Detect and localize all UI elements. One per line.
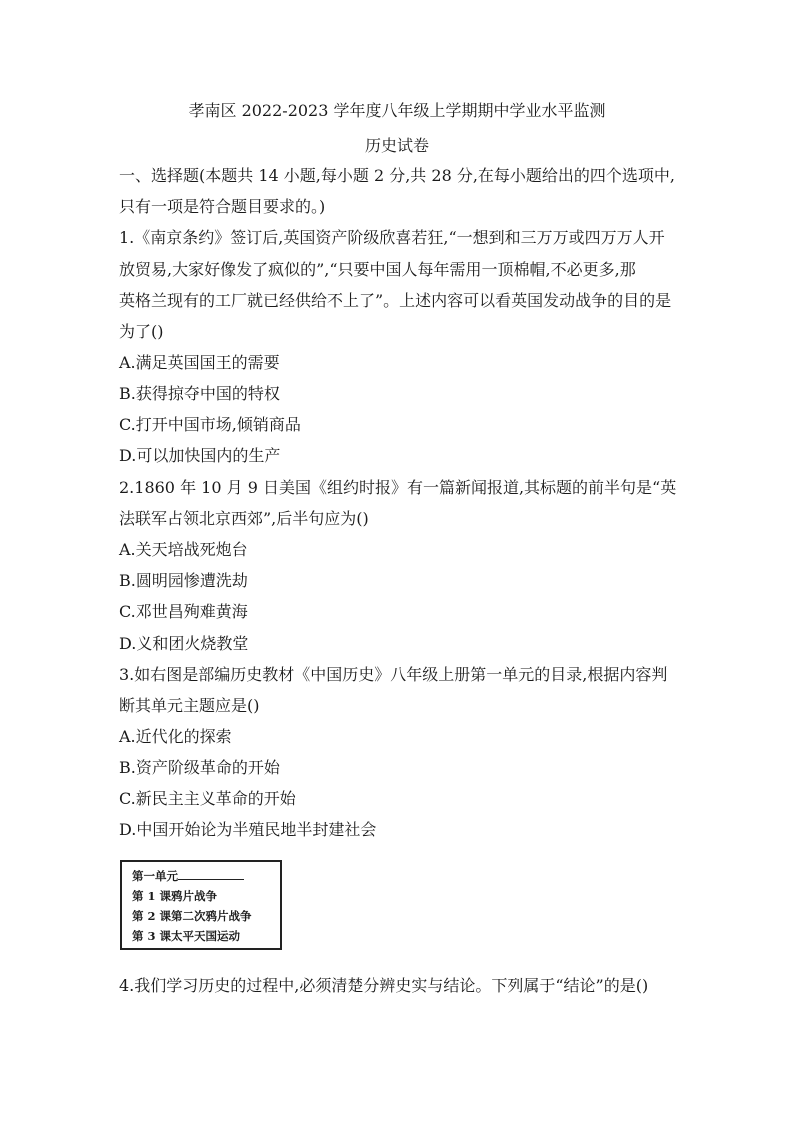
q2-option-b: B.圆明园惨遭洗劫 [119, 571, 248, 590]
q1-option-c: C.打开中国市场,倾销商品 [119, 415, 301, 434]
q2-option-d: D.义和团火烧教堂 [119, 634, 249, 653]
q1-option-a: A.满足英国国王的需要 [119, 353, 280, 372]
q3-option-d: D.中国开始论为半殖民地半封建社会 [119, 820, 377, 839]
q2-stem-line-2: 法联军占领北京西郊”,后半句应为() [119, 509, 369, 528]
toc-heading-text: 第一单元 [132, 869, 178, 883]
q1-option-d: D.可以加快国内的生产 [119, 446, 281, 465]
toc-heading [132, 866, 280, 886]
exam-subtitle: 历史试卷 [364, 136, 429, 155]
q1-stem-line-1: 1.《南京条约》签订后,英国资产阶级欣喜若狂,“一想到和三万万或四万万人开 [119, 228, 665, 247]
q2-option-a: A.关天培战死炮台 [119, 540, 248, 559]
q1-option-b: B.获得掠夺中国的特权 [119, 384, 280, 403]
q4-stem-line-1: 4.我们学习历史的过程中,必须清楚分辨史实与结论。下列属于“结论”的是() [119, 976, 649, 995]
unit-toc-box [120, 860, 282, 950]
q2-stem-line-1: 2.1860 年 10 月 9 日美国《组约时报》有一篇新闻报道,其标题的前半句是“英 [119, 478, 677, 497]
exam-title: 孝南区 2022-2023 学年度八年级上学期期中学业水平监测 [188, 101, 606, 120]
q1-stem-line-4: 为了() [119, 322, 164, 341]
q2-option-c: C.邓世昌殉难黄海 [119, 602, 248, 621]
q3-stem-line-2: 断其单元主题应是() [119, 696, 260, 715]
q1-stem-line-3: 英格兰现有的工厂就已经供给不上了”。上述内容可以看英国发动战争的目的是 [119, 291, 672, 310]
q3-stem-line-1: 3.如右图是部编历史教材《中国历史》八年级上册第一单元的目录,根据内容判 [119, 665, 668, 684]
toc-lesson-3: 第 3 课太平天国运动 [132, 929, 241, 943]
q1-stem-line-2: 放贸易,大家好像发了疯似的”,“只要中国人每年需用一顶棉帽,不必更多,那 [119, 260, 636, 279]
q3-option-a: A.近代化的探索 [119, 727, 232, 746]
section-intro-line-2: 只有一项是符合题目要求的。) [119, 197, 326, 216]
q3-option-c: C.新民主主义革命的开始 [119, 789, 296, 808]
section-intro-line-1: 一、选择题(本题共 14 小题,每小题 2 分,共 28 分,在每小题给出的四个选项中, [119, 166, 676, 185]
toc-lesson-2: 第 2 课第二次鸦片战争 [132, 909, 252, 923]
toc-heading-blank [178, 868, 244, 880]
toc-lesson-1: 第 1 课鸦片战争 [132, 889, 218, 903]
q3-option-b: B.资产阶级革命的开始 [119, 758, 280, 777]
